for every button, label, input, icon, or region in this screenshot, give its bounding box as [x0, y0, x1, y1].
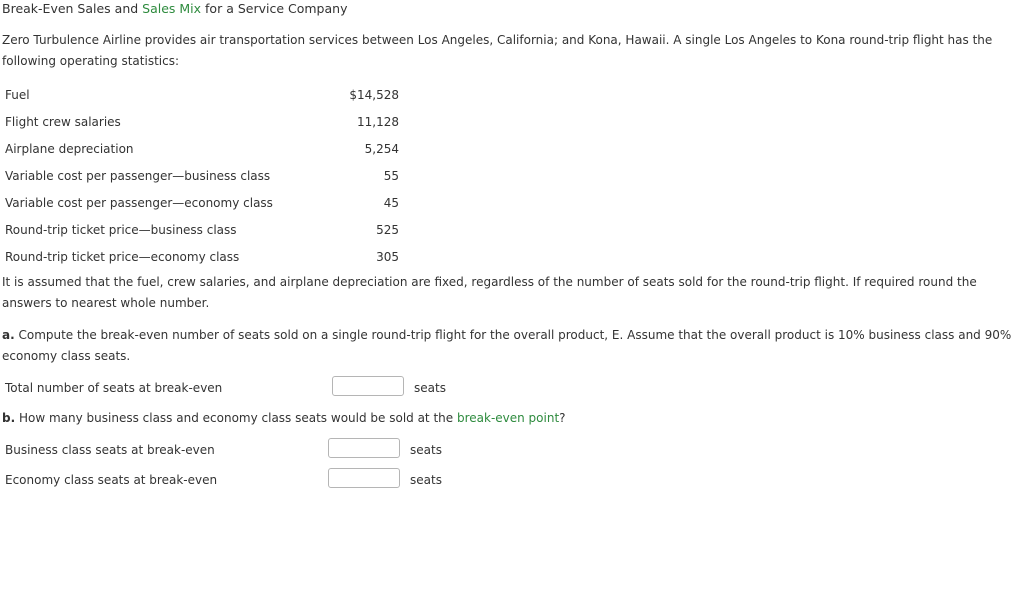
stats-row [5, 162, 399, 189]
economy-seats-unit: seats [410, 473, 442, 487]
intro-paragraph: Zero Turbulence Airline provides air transportation services between Los Angeles, California; and Kona, Hawaii. A single Los Angeles to Kona round-trip flight has the following operating statistics: [2, 33, 993, 68]
title-text-start: Break-Even Sales and [2, 1, 143, 16]
stats-row [5, 81, 399, 108]
stats-value: 305 [376, 249, 399, 264]
stats-value: 5,254 [364, 141, 399, 156]
part-b-marker: b. [2, 411, 16, 425]
stats-value: 525 [376, 222, 399, 237]
stats-label: Variable cost per passenger—economy class [5, 195, 273, 210]
stats-value: $14,528 [349, 87, 399, 102]
part-b-question [2, 408, 1030, 429]
stats-row [5, 243, 399, 270]
part-a-marker: a. [2, 328, 15, 342]
assumption-paragraph: It is assumed that the fuel, crew salaries, and airplane depreciation are fixed, regardless of the number of seats sold for the round-trip flight. If required round the answers to nearest whole number. [2, 275, 977, 310]
stats-row [5, 189, 399, 216]
economy-seats-input[interactable] [328, 468, 400, 488]
stats-value: 45 [383, 195, 399, 210]
stats-label: Variable cost per passenger—business class [5, 168, 271, 183]
operating-statistics-table [5, 81, 399, 270]
stats-value: 11,128 [357, 114, 399, 129]
stats-label: Flight crew salaries [5, 114, 121, 129]
business-seats-unit: seats [410, 443, 442, 457]
stats-label: Fuel [5, 87, 30, 102]
sales-mix-link[interactable]: Sales Mix [142, 1, 202, 16]
page-title [2, 2, 347, 16]
break-even-point-link[interactable]: break-even point [456, 411, 560, 425]
stats-label: Airplane depreciation [5, 141, 134, 156]
total-seats-unit: seats [414, 381, 446, 395]
stats-value: 55 [383, 168, 399, 183]
part-a-question [2, 325, 1030, 367]
stats-row [5, 135, 399, 162]
business-seats-input[interactable] [328, 438, 400, 458]
part-b-text: How many business class and economy class seats would be sold at the [15, 411, 457, 425]
stats-row [5, 108, 399, 135]
part-b-text-end: ? [559, 411, 566, 425]
stats-label: Round-trip ticket price—business class [5, 222, 237, 237]
stats-label: Round-trip ticket price—economy class [5, 249, 240, 264]
total-seats-label: Total number of seats at break-even [5, 381, 223, 395]
business-seats-label: Business class seats at break-even [5, 443, 215, 457]
part-a-text: Compute the break-even number of seats sold on a single round-trip flight for the overall product, E. Assume that the overall product is 10% business class and 90% economy class seats. [2, 328, 1012, 363]
title-text-end: for a Service Company [201, 1, 348, 16]
stats-row [5, 216, 399, 243]
economy-seats-label: Economy class seats at break-even [5, 473, 218, 487]
total-seats-input[interactable] [332, 376, 404, 396]
